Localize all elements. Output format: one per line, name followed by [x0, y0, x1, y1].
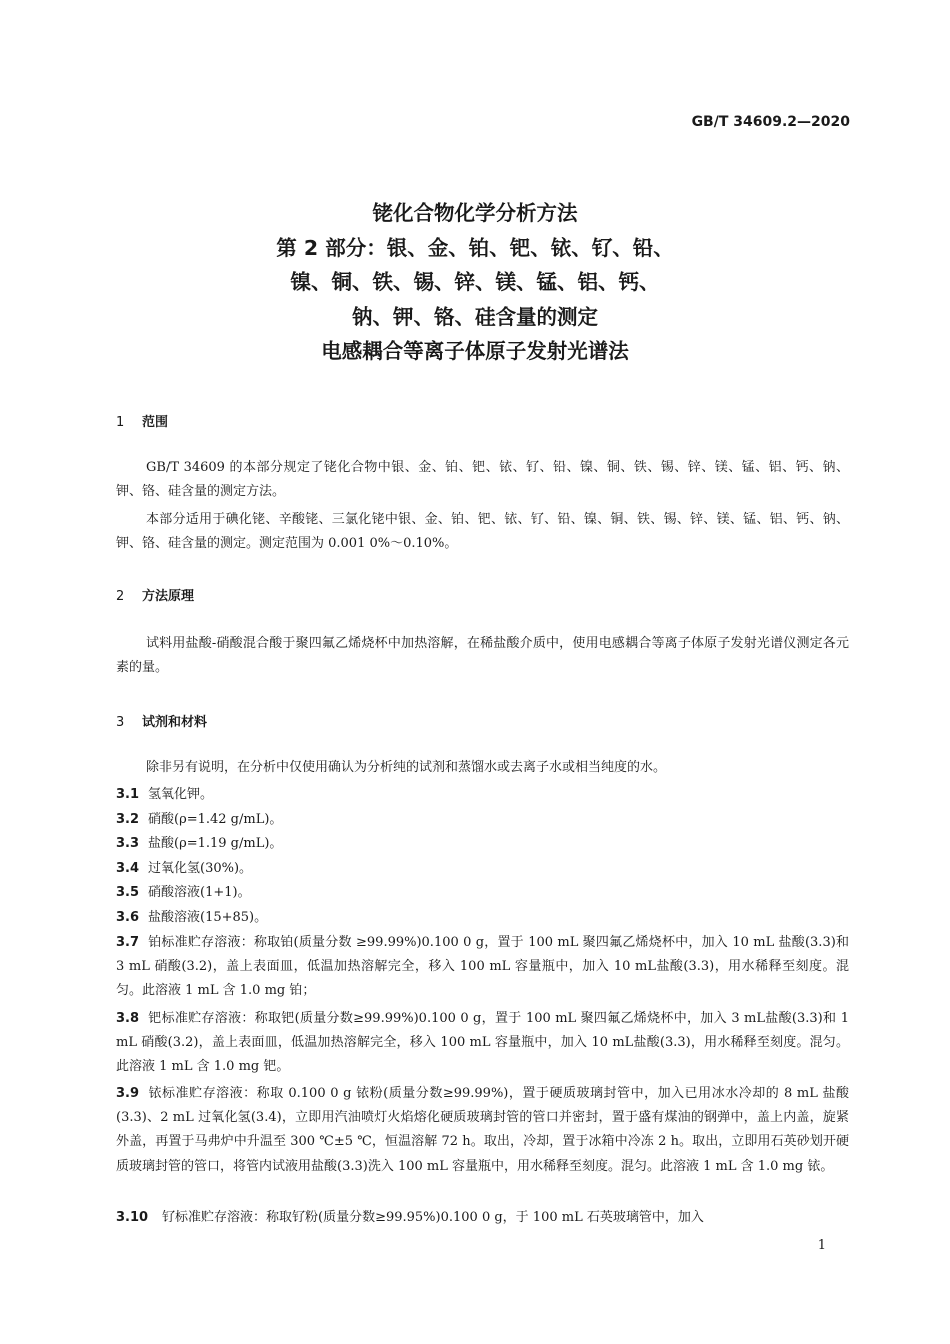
item-number: 3.4: [116, 861, 140, 876]
page-number: 1: [817, 1238, 826, 1253]
list-item: [116, 1206, 849, 1230]
paragraph: 本部分适用于碘化铑、辛酸铑、三氯化铑中银、金、铂、钯、铱、钌、铅、镍、铜、铁、锡、锌、镁、锰、铝、钙、钠、钾、铬、硅含量的测定。测定范围为 0.001 0%～0.10%。: [116, 512, 849, 552]
item-text: 硝酸溶液(1+1)。: [148, 885, 251, 900]
item-text: 盐酸溶液(15+85)。: [148, 910, 268, 925]
section-title: 方法原理: [142, 589, 195, 604]
section-number: 3: [116, 715, 125, 730]
list-item: [116, 1082, 849, 1179]
section-number: 1: [116, 415, 125, 430]
list-item: [116, 931, 849, 1004]
item-number: 3.10: [116, 1210, 149, 1225]
item-number: 3.9: [116, 1086, 140, 1101]
item-text: 盐酸(ρ=1.19 g/mL)。: [148, 836, 283, 851]
item-text: 钯标准贮存溶液：称取钯(质量分数≥99.99%)0.100 0 g，置于 100 mL 聚四氟乙烯烧杯中，加入 3 mL盐酸(3.3)和 1 mL 硝酸(3.2)，盖上表面皿，低温加热溶解完全，移入 100 mL 容量瓶中，加入 10 mL盐酸(3.3)，用水稀释至刻度。混匀。此溶液 1 mL 含 1.0 mg 钯。: [116, 1011, 849, 1075]
title-line: 镍、铜、铁、锡、锌、镁、锰、铝、钙、: [290, 270, 660, 294]
item-text: 氢氧化钾。: [148, 787, 214, 802]
section-heading: [116, 411, 168, 430]
section-title: 试剂和材料: [142, 715, 208, 730]
paragraph: GB/T 34609 的本部分规定了铑化合物中银、金、铂、钯、铱、钌、铅、镍、铜、铁、锡、锌、镁、锰、铝、钙、钠、钾、铬、硅含量的测定方法。: [116, 460, 849, 500]
list-item: [116, 1007, 849, 1080]
list-item: [116, 857, 849, 881]
list-item: [116, 832, 849, 856]
item-text: 铂标准贮存溶液：称取铂(质量分数 ≥99.99%)0.100 0 g，置于 100 mL 聚四氟乙烯烧杯中，加入 10 mL 盐酸(3.3)和 3 mL 硝酸(3.2)，盖上表面皿，低温加热溶解完全，移入 100 mL 容量瓶中，加入 10 mL盐酸(3.3)，用水稀释至刻度。混匀。此溶液 1 mL 含 1.0 mg 铂；: [116, 935, 849, 999]
item-text: 硝酸(ρ=1.42 g/mL)。: [148, 812, 283, 827]
title-line: 电感耦合等离子体原子发射光谱法: [321, 339, 629, 363]
list-item: [116, 881, 849, 905]
list-item: [116, 808, 849, 832]
title-line: 第 2 部分：银、金、铂、钯、铱、钌、铅、: [276, 235, 674, 260]
title-line: 铑化合物化学分析方法: [372, 201, 578, 225]
paragraph: 除非另有说明，在分析中仅使用确认为分析纯的试剂和蒸馏水或去离子水或相当纯度的水。: [146, 760, 667, 775]
item-number: 3.1: [116, 787, 140, 802]
item-text: 铱标准贮存溶液：称取 0.100 0 g 铱粉(质量分数≥99.99%)，置于硬质玻璃封管中，加入已用冰水冷却的 8 mL 盐酸(3.3)、2 mL 过氧化氢(3.4)，立即用汽油喷灯火焰熔化硬质玻璃封管的管口并密封，置于盛有煤油的钢弹中，盖上内盖，旋紧外盖，再置于马弗炉中升温至 300 ℃±5 ℃，恒温溶解 72 h。取出，冷却，置于冰箱中冷冻 2 h。取出，立即用石英砂划开硬质玻璃封管的管口，将管内试液用盐酸(3.3)洗入 100 mL 容量瓶中，用水稀释至刻度。混匀。此溶液 1 mL 含 1.0 mg 铱。: [116, 1086, 849, 1174]
section-number: 2: [116, 589, 125, 604]
item-number: 3.2: [116, 812, 140, 827]
list-item: [116, 906, 849, 930]
section-heading: [116, 711, 207, 730]
document-title: [0, 196, 950, 369]
list-item: [116, 783, 849, 807]
section-title: 范围: [142, 415, 169, 430]
item-number: 3.3: [116, 836, 140, 851]
paragraph: 试料用盐酸-硝酸混合酸于聚四氟乙烯烧杯中加热溶解，在稀盐酸介质中，使用电感耦合等离子体原子发射光谱仪测定各元素的量。: [116, 636, 849, 676]
item-number: 3.8: [116, 1011, 140, 1026]
section-heading: [116, 585, 194, 604]
item-number: 3.7: [116, 935, 140, 950]
item-text: 过氧化氢(30%)。: [148, 861, 253, 876]
standard-code: GB/T 34609.2—2020: [691, 114, 850, 130]
item-number: 3.6: [116, 910, 140, 925]
item-text: 钌标准贮存溶液：称取钌粉(质量分数≥99.95%)0.100 0 g，于 100 mL 石英玻璃管中，加入: [162, 1210, 704, 1225]
item-number: 3.5: [116, 885, 140, 900]
title-line: 钠、钾、铬、硅含量的测定: [352, 304, 598, 329]
